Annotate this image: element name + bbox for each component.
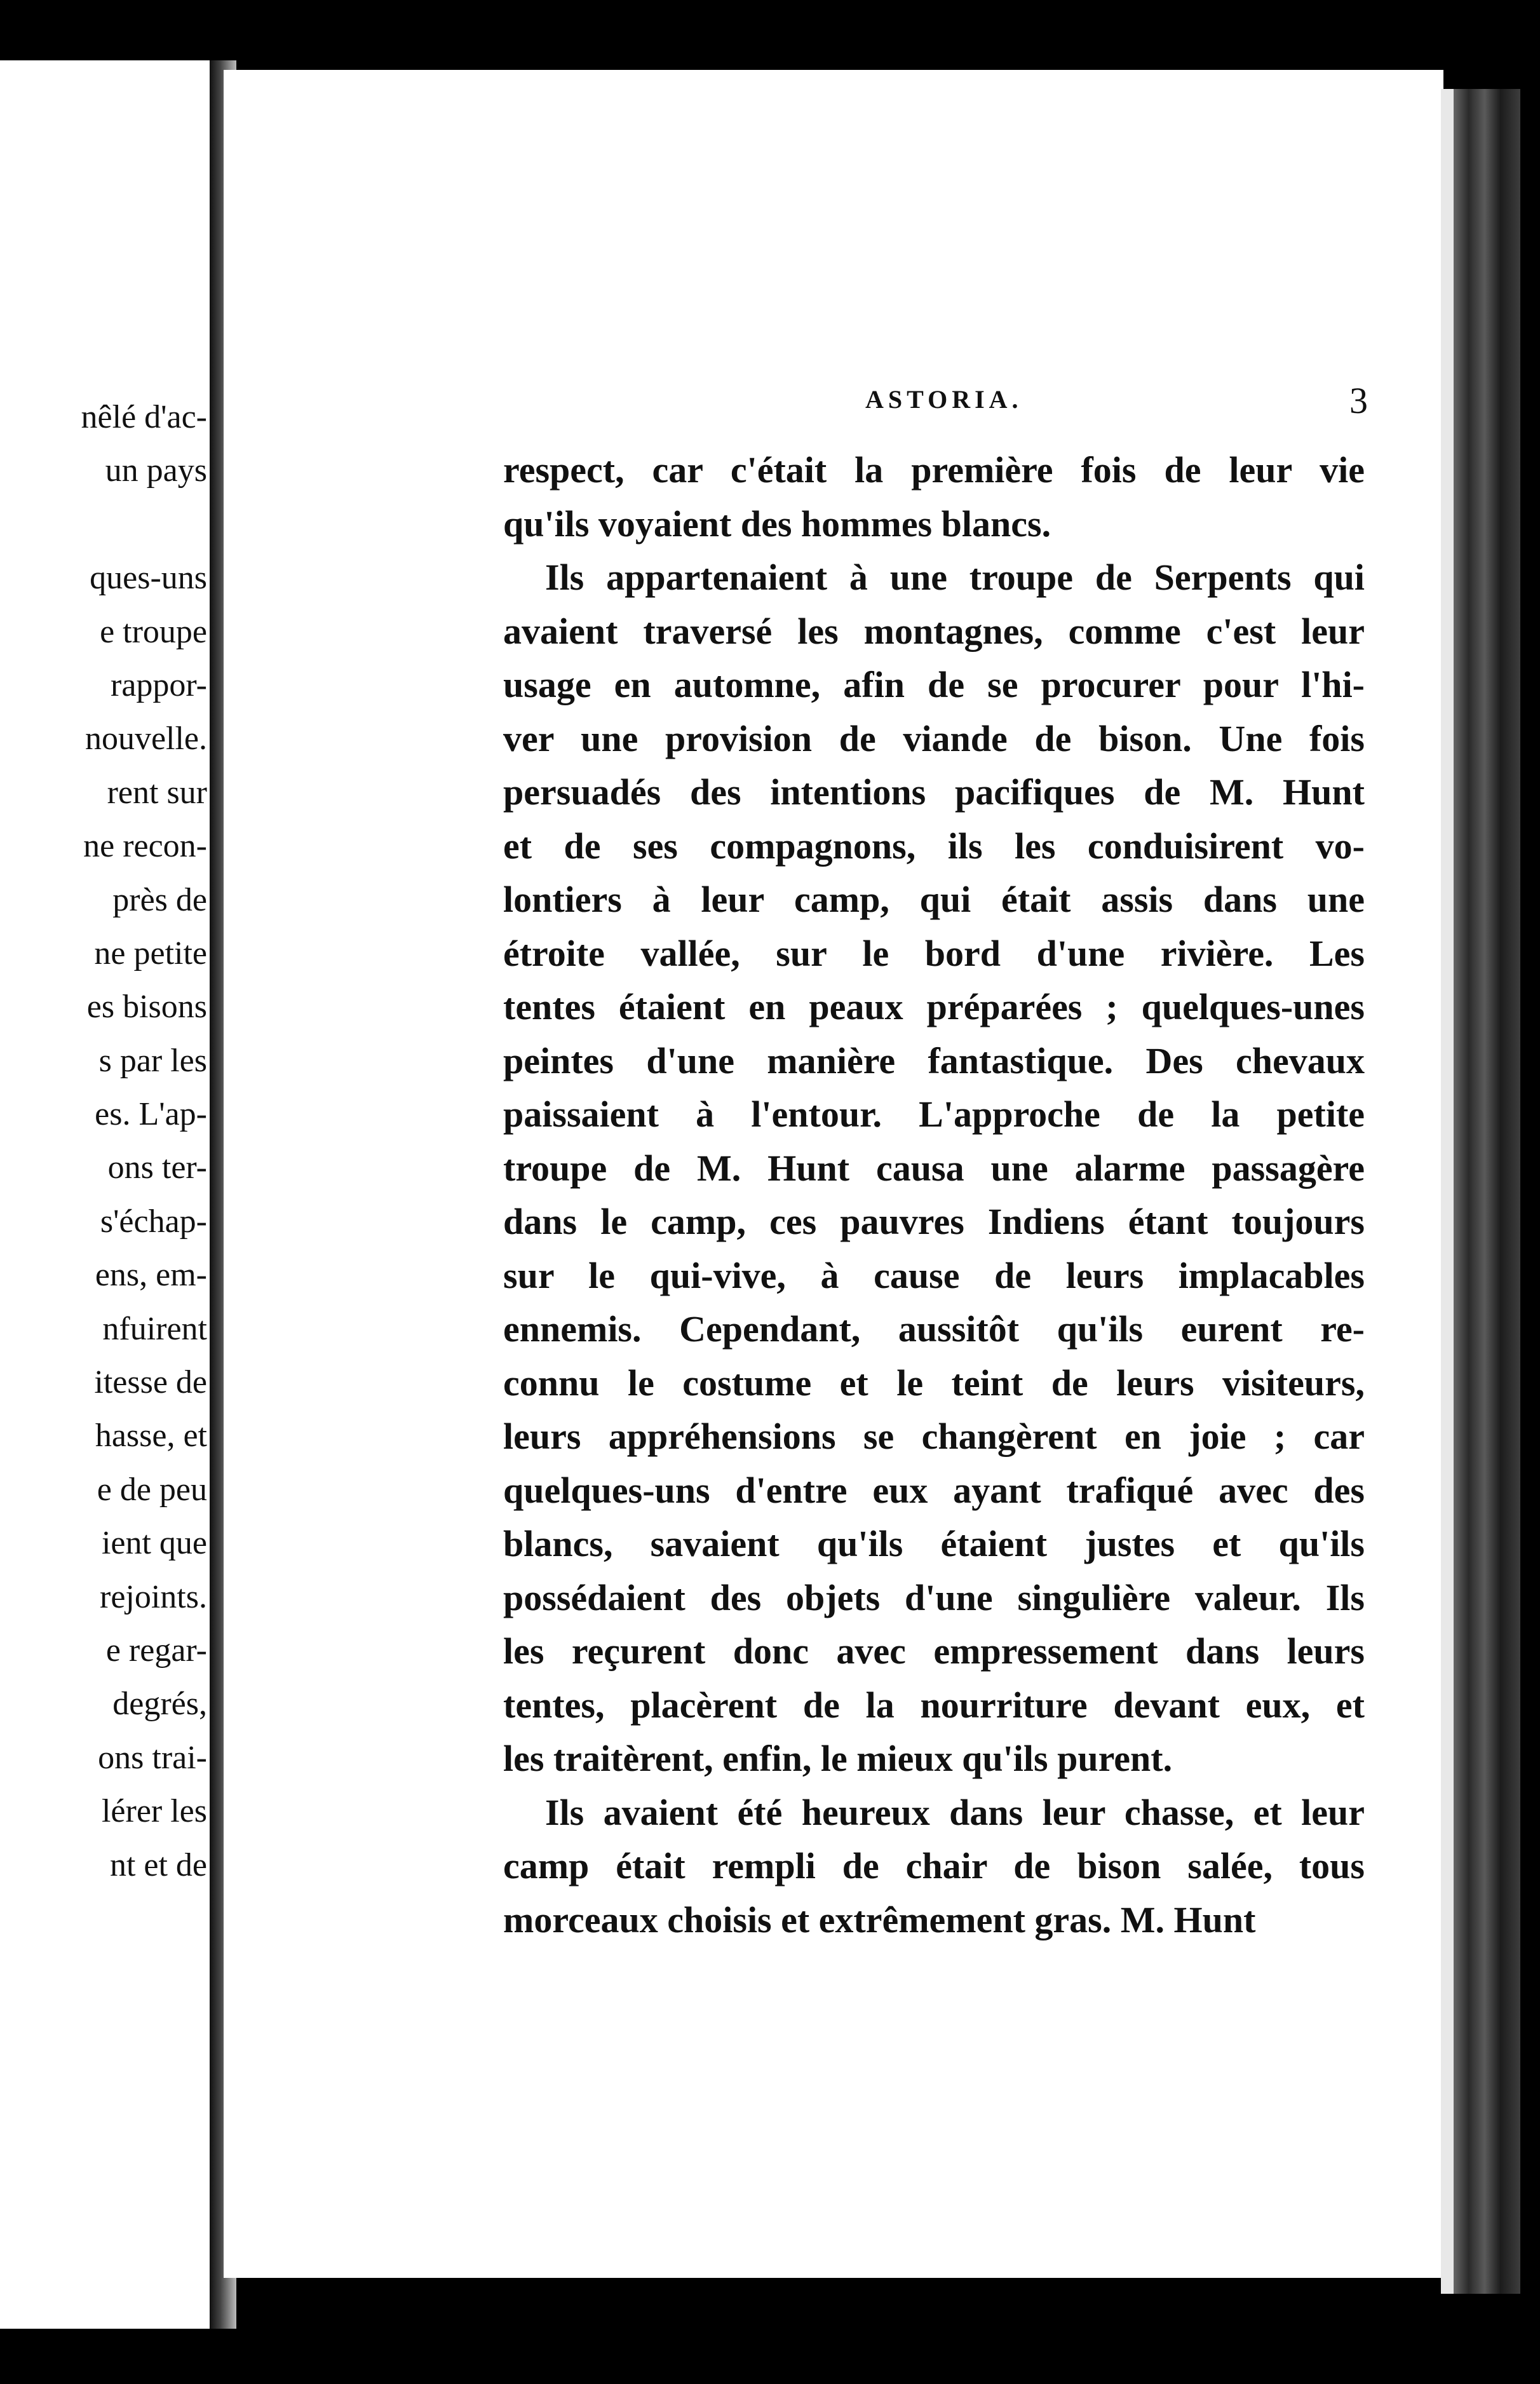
previous-page-line: hasse, et — [95, 1418, 207, 1454]
previous-page-line: lérer les — [101, 1793, 207, 1830]
previous-page-line: es bisons — [86, 989, 207, 1026]
previous-page-line: nfuirent — [102, 1310, 207, 1347]
previous-page — [0, 60, 210, 2329]
text-line: Ils appartenaient à une troupe de Serpents qui — [545, 557, 1365, 598]
running-title: ASTORIA. — [865, 385, 1023, 414]
previous-page-line: es. L'ap- — [95, 1096, 207, 1133]
previous-page-line: ons ter- — [107, 1149, 207, 1186]
text-line: respect, car c'était la première fois de leur vie — [503, 449, 1365, 491]
previous-page-line: rappor- — [111, 667, 207, 703]
text-line: avaient traversé les montagnes, comme c'est leur — [503, 610, 1365, 652]
text-line: peintes d'une manière fantastique. Des chevaux — [503, 1040, 1365, 1081]
text-line: possédaient des objets d'une singulière valeur. Ils — [503, 1576, 1365, 1618]
text-line: les reçurent donc avec empressement dans leurs — [503, 1630, 1365, 1672]
previous-page-line: près de — [112, 881, 207, 918]
text-line: et de ses compagnons, ils les conduisirent vo- — [503, 825, 1365, 867]
text-line: sur le qui-vive, à cause de leurs implacables — [503, 1254, 1365, 1296]
previous-page-line: ques-uns — [90, 560, 207, 597]
text-line: leurs appréhensions se changèrent en joie ; car — [503, 1416, 1365, 1457]
previous-page-line: degrés, — [112, 1686, 207, 1723]
text-line: tentes, placèrent de la nourriture devant eux, et — [503, 1684, 1365, 1726]
text-line: troupe de M. Hunt causa une alarme passagère — [503, 1147, 1365, 1189]
previous-page-line: nêlé d'ac- — [81, 399, 207, 435]
text-line: Ils avaient été heureux dans leur chasse, et leur — [545, 1791, 1365, 1833]
text-line: étroite vallée, sur le bord d'une rivière. Les — [503, 932, 1365, 974]
text-line: ver une provision de viande de bison. Une fois — [503, 717, 1365, 759]
text-line: ennemis. Cependant, aussitôt qu'ils eurent re- — [503, 1308, 1365, 1350]
previous-page-line: s par les — [98, 1042, 207, 1079]
previous-page-line: itesse de — [94, 1364, 207, 1401]
previous-page-line: rent sur — [107, 774, 207, 811]
text-line: qu'ils voyaient des hommes blancs. — [503, 503, 1051, 545]
page-edge-highlight — [1441, 89, 1454, 2294]
text-line: paissaient à l'entour. L'approche de la petite — [503, 1094, 1365, 1135]
page-number: 3 — [1349, 380, 1368, 421]
previous-page-line: nt et de — [109, 1846, 207, 1883]
book-page — [224, 70, 1443, 2278]
text-line: dans le camp, ces pauvres Indiens étant toujours — [503, 1201, 1365, 1242]
previous-page-line: ens, em- — [95, 1257, 207, 1294]
previous-page-line: e de peu — [97, 1471, 207, 1508]
text-line: usage en automne, afin de se procurer pour l'hi- — [503, 664, 1365, 705]
previous-page-line: un pays — [105, 452, 207, 489]
text-line: persuadés des intentions pacifiques de M. Hunt — [503, 771, 1365, 813]
page-body-text — [503, 444, 1365, 1947]
previous-page-line: rejoints. — [100, 1578, 207, 1615]
previous-page-line: ne recon- — [83, 828, 207, 865]
previous-page-line: ne petite — [94, 935, 207, 972]
previous-page-line: e regar- — [105, 1632, 207, 1669]
previous-page-line: ient que — [101, 1525, 207, 1562]
previous-page-line: e troupe — [100, 613, 207, 650]
text-line: quelques-uns d'entre eux ayant trafiqué avec des — [503, 1469, 1365, 1511]
text-line: lontiers à leur camp, qui était assis dans une — [503, 879, 1365, 920]
previous-page-text — [0, 391, 207, 1892]
previous-page-line: nouvelle. — [84, 721, 207, 757]
text-line: camp était rempli de chair de bison salée, tous — [503, 1845, 1365, 1886]
previous-page-line: s'échap- — [100, 1203, 207, 1240]
text-line: les traitèrent, enfin, le mieux qu'ils purent. — [503, 1738, 1173, 1779]
text-line: blancs, savaient qu'ils étaient justes et qu'ils — [503, 1523, 1365, 1564]
text-line: connu le costume et le teint de leurs visiteurs, — [503, 1362, 1365, 1404]
text-line: morceaux choisis et extrêmement gras. M. Hunt — [503, 1899, 1256, 1940]
previous-page-line: ons trai- — [98, 1739, 207, 1776]
running-head — [224, 380, 1443, 423]
text-line: tentes étaient en peaux préparées ; quelques-unes — [503, 986, 1365, 1027]
previous-page-line — [0, 498, 207, 552]
